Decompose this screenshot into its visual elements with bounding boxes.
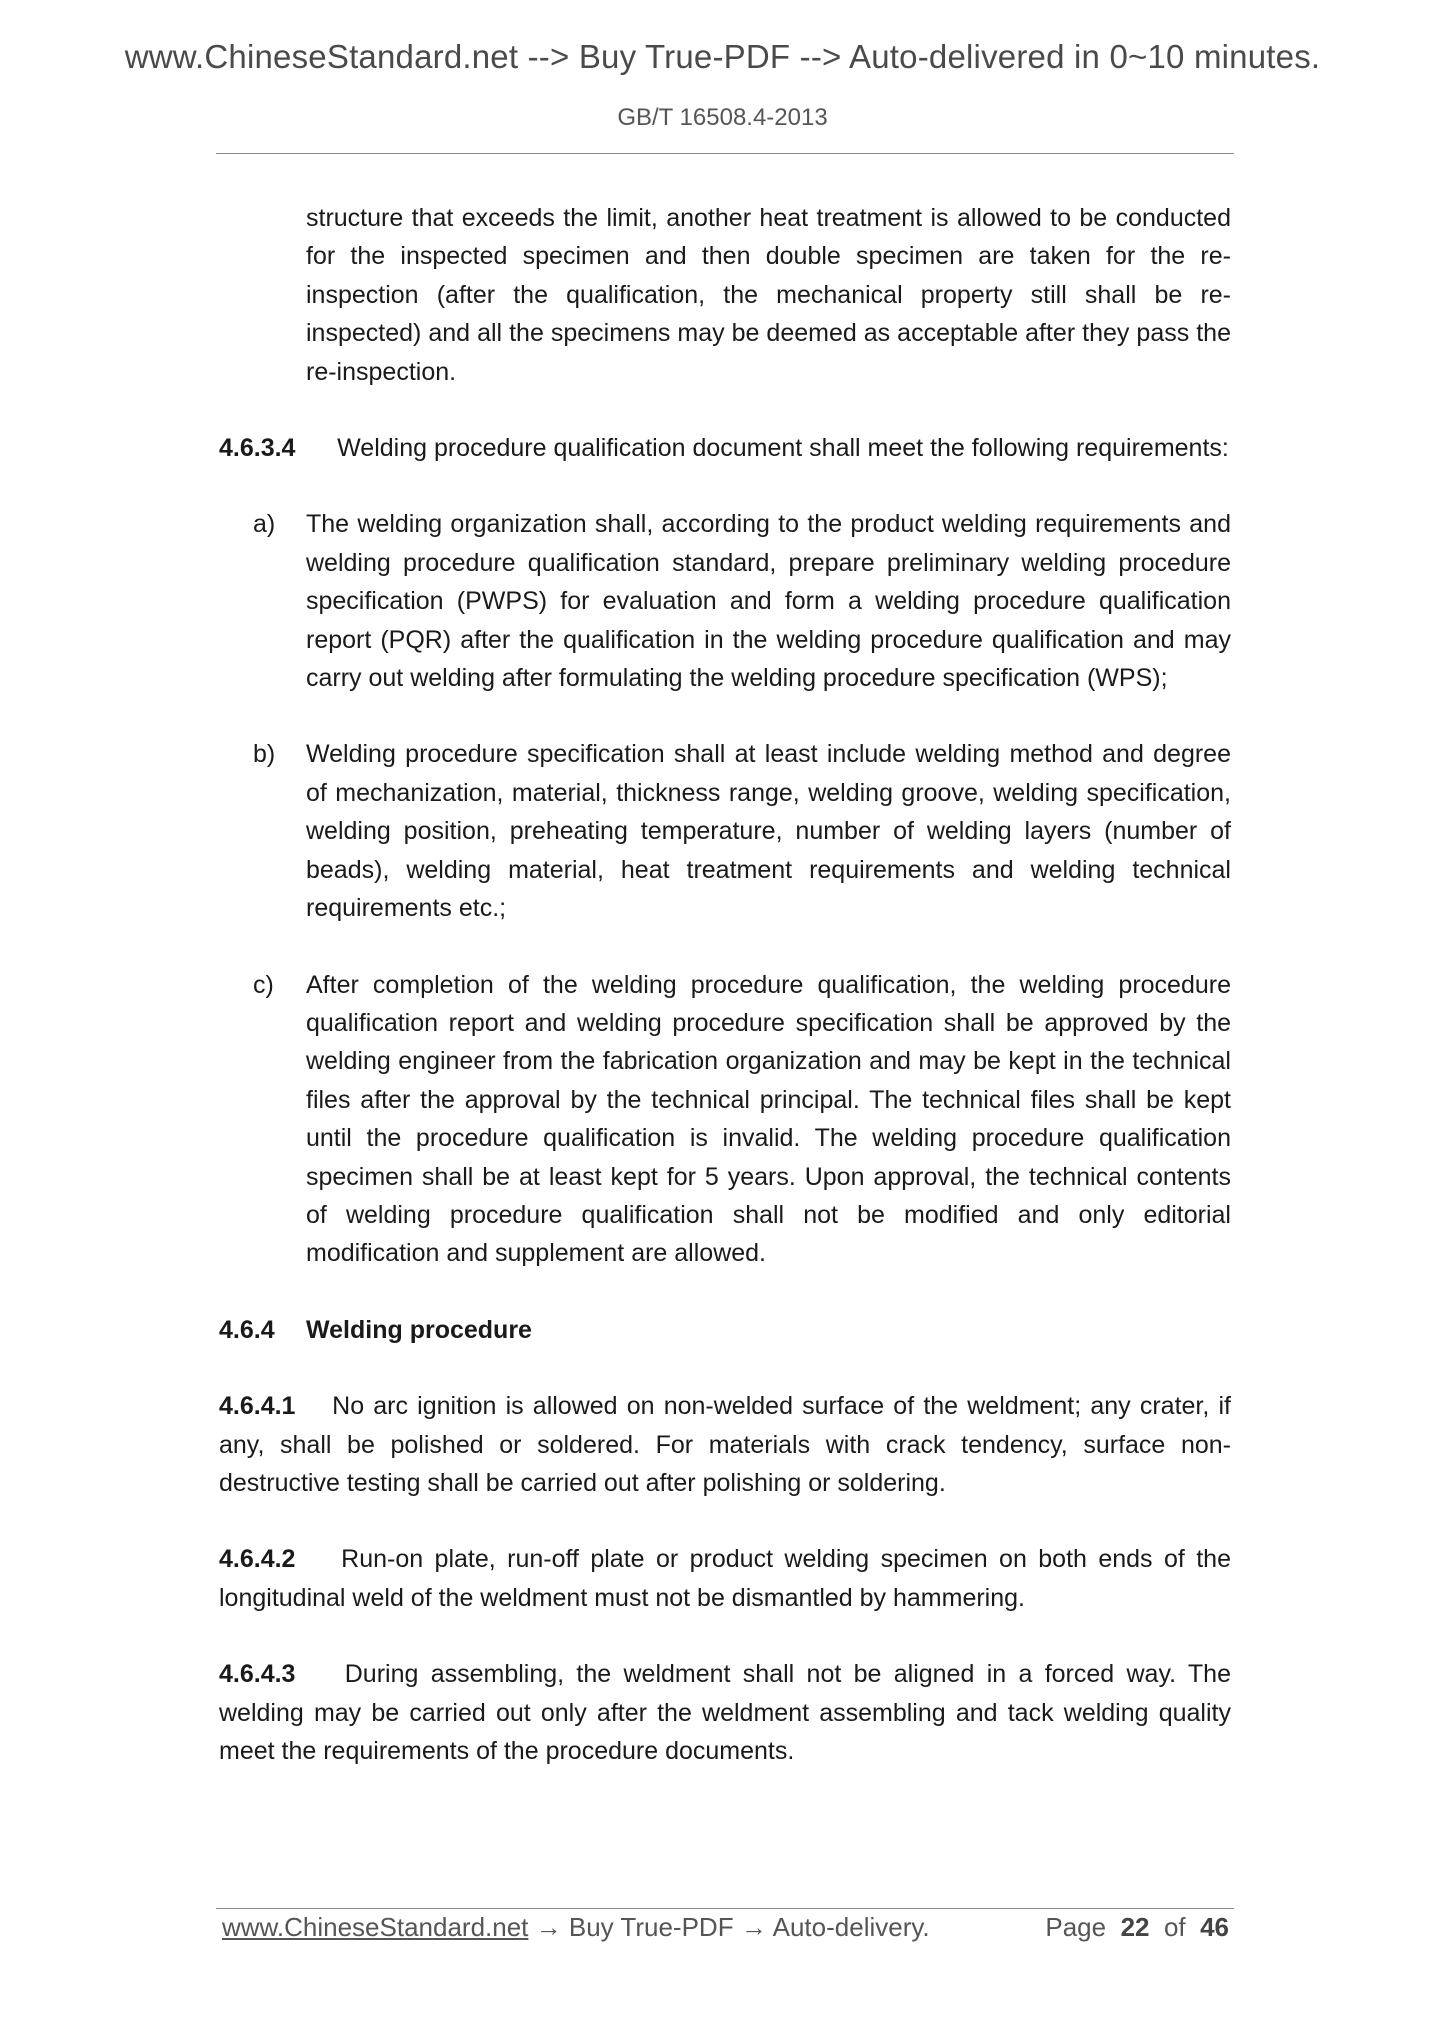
- of-word: of: [1163, 1912, 1186, 1942]
- page-word: Page: [1045, 1912, 1107, 1942]
- page-content: [219, 199, 1231, 1770]
- clause-text: During assembling, the weldment shall not be aligned in a forced way. The welding may be carried out only after the weldment assembling and tack welding quality meet the requirements of the procedure documents.: [219, 1660, 1231, 1765]
- footer-delivery-text: Auto-delivery.: [772, 1912, 930, 1942]
- arrow-right-icon: →: [535, 1912, 562, 1942]
- clause-4-6-3-4: [219, 429, 1231, 467]
- section-number: 4.6.4: [219, 1315, 275, 1344]
- arrow-right-icon: →: [740, 1912, 767, 1942]
- list-text: After completion of the welding procedure qualification, the welding procedure qualification report and welding procedure specification shall be approved by the welding engineer from the fabrication organization and may be kept in the technical files after the approval by the technical principal. The technical files shall be kept until the procedure qualification is invalid. The welding procedure qualification specimen shall be at least kept for 5 years. Upon approval, the technical contents of welding procedure qualification shall not be modified and only editorial modification and supplement are allowed.: [306, 970, 1231, 1268]
- page-total: 46: [1200, 1912, 1229, 1942]
- clause-4-6-4-1: [219, 1387, 1231, 1502]
- header-divider: [216, 153, 1234, 154]
- list-label: b): [253, 740, 276, 769]
- continuation-paragraph: structure that exceeds the limit, another heat treatment is allowed to be conducted for the inspected specimen and then double specimen are taken for the re-inspection (after the qualification, the mechanical property still shall be re-inspected) and all the specimens may be deemed as acceptable after they pass the re-inspection.: [306, 204, 1231, 386]
- clause-text: Run-on plate, run-off plate or product welding specimen on both ends of the longitudinal weld of the weldment must not be dismantled by hammering.: [219, 1545, 1231, 1612]
- list-item-c: [219, 966, 1231, 1273]
- page-indicator: [1045, 1912, 1229, 1943]
- list-label: a): [253, 510, 276, 539]
- clause-4-6-4-2: [219, 1540, 1231, 1617]
- clause-number: 4.6.4.3: [219, 1660, 296, 1689]
- clause-text: No arc ignition is allowed on non-welded surface of the weldment; any crater, if any, shall be polished or soldered. For materials with crack tendency, surface non-destructive testing shall be carried out after polishing or soldering.: [219, 1392, 1231, 1497]
- document-number: GB/T 16508.4-2013: [617, 104, 828, 131]
- footer-site-link[interactable]: www.ChineseStandard.net: [222, 1912, 529, 1942]
- footer-buy-text: Buy True-PDF: [568, 1912, 734, 1942]
- section-title: Welding procedure: [306, 1315, 532, 1344]
- site-banner: www.ChineseStandard.net --> Buy True-PDF --> Auto-delivered in 0~10 minutes.: [124, 38, 1321, 75]
- clause-number: 4.6.4.2: [219, 1545, 296, 1574]
- clause-number: 4.6.4.1: [219, 1392, 296, 1421]
- clause-text: Welding procedure qualification document shall meet the following requirements:: [337, 434, 1229, 463]
- page-footer: [222, 1912, 1234, 1943]
- clause-4-6-4-3: [219, 1655, 1231, 1770]
- clause-number: 4.6.3.4: [219, 434, 296, 463]
- list-label: c): [253, 970, 274, 999]
- list-text: The welding organization shall, according to the product welding requirements and welding procedure qualification standard, prepare preliminary welding procedure specification (PWPS) for evaluation and form a welding procedure qualification report (PQR) after the qualification in the welding procedure qualification and may carry out welding after formulating the welding procedure specification (WPS);: [306, 510, 1231, 693]
- list-item-a: [219, 505, 1231, 697]
- list-item-b: [219, 735, 1231, 927]
- footer-divider: [216, 1908, 1234, 1909]
- list-text: Welding procedure specification shall at least include welding method and degree of mechanization, material, thickness range, welding groove, welding specification, welding position, preheating temperature, number of welding layers (number of beads), welding material, heat treatment requirements and welding technical requirements etc.;: [306, 740, 1231, 923]
- page-current: 22: [1120, 1912, 1150, 1942]
- section-heading-4-6-4: [219, 1311, 1231, 1349]
